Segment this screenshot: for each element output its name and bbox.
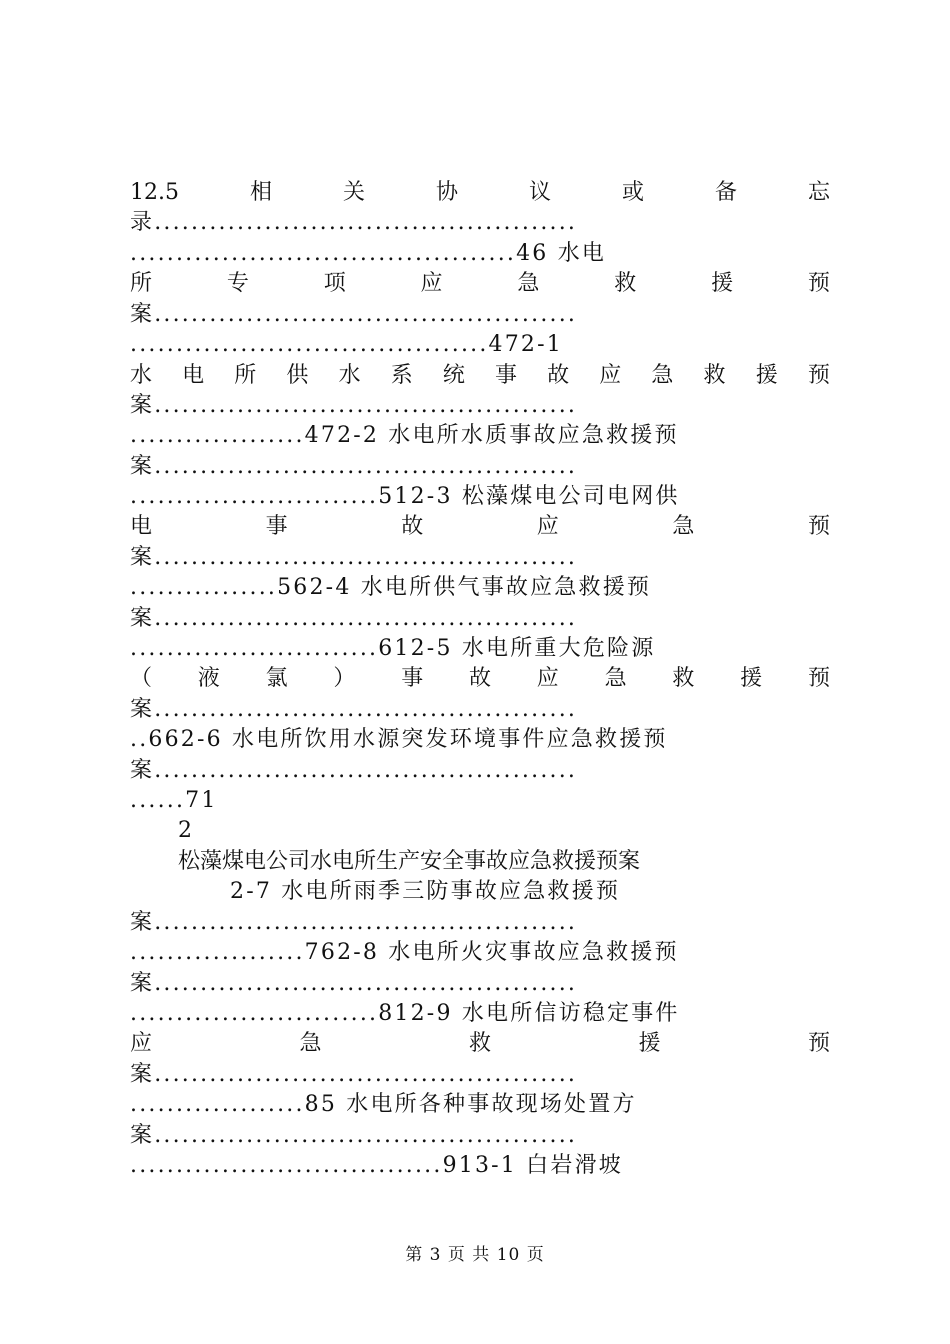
- toc-line-7: 水 电 所 供 水 系 统 事 故 应 急 救 援 预: [130, 363, 830, 388]
- toc-line-9: ...................472-2 水电所水质事故应急救援预: [130, 423, 679, 448]
- toc-line-29: ...................85 水电所各种事故现场处置方: [130, 1092, 637, 1117]
- toc-line-14: ................562-4 水电所供气事故应急救援预: [130, 575, 652, 600]
- toc-line-30: 案..............................................: [130, 1123, 578, 1148]
- toc-line-25: 案..............................................: [130, 971, 578, 996]
- toc-line-11: ...........................512-3 松藻煤电公司电网供: [130, 484, 680, 509]
- toc-line-2: 录..............................................: [130, 210, 578, 235]
- toc-line-5: 案..............................................: [130, 302, 578, 327]
- toc-line-28: 案..............................................: [130, 1062, 578, 1087]
- toc-line-26: ...........................812-9 水电所信访稳定事件: [130, 1001, 680, 1026]
- toc-line-12: 电 事 故 应 急 预: [130, 514, 830, 539]
- toc-line-31: ..................................913-1 白岩滑坡: [130, 1153, 623, 1178]
- running-header: 松藻煤电公司水电所生产安全事故应急救援预案: [178, 849, 641, 874]
- toc-line-6: .......................................472-1: [130, 332, 563, 357]
- toc-line-19: ..662-6 水电所饮用水源突发环境事件应急救援预: [130, 727, 668, 752]
- toc-line-8: 案..............................................: [130, 393, 578, 418]
- toc-line-15: 案..............................................: [130, 606, 578, 631]
- toc-line-18: 案..............................................: [130, 697, 578, 722]
- toc-line-17: （ 液 氯 ） 事 故 应 急 救 援 预: [130, 666, 830, 691]
- page-number-inline: 2: [178, 818, 192, 843]
- toc-line-22: 2-7 水电所雨季三防事故应急救援预: [230, 879, 621, 904]
- toc-line-1: 12.5 相 关 协 议 或 备 忘: [130, 180, 830, 205]
- toc-line-20: 案..............................................: [130, 758, 578, 783]
- toc-line-16: ...........................612-5 水电所重大危险源: [130, 636, 656, 661]
- toc-line-21: ......71: [130, 788, 218, 813]
- toc-line-3: ..........................................46 水电: [130, 241, 607, 266]
- page-footer: 第 3 页 共 10 页: [405, 1245, 545, 1265]
- toc-line-23: 案..............................................: [130, 910, 578, 935]
- toc-line-27: 应 急 救 援 预: [130, 1031, 830, 1056]
- toc-line-13: 案..............................................: [130, 545, 578, 570]
- toc-line-4: 所 专 项 应 急 救 援 预: [130, 271, 830, 296]
- toc-line-10: 案..............................................: [130, 454, 578, 479]
- toc-line-24: ...................762-8 水电所火灾事故应急救援预: [130, 940, 679, 965]
